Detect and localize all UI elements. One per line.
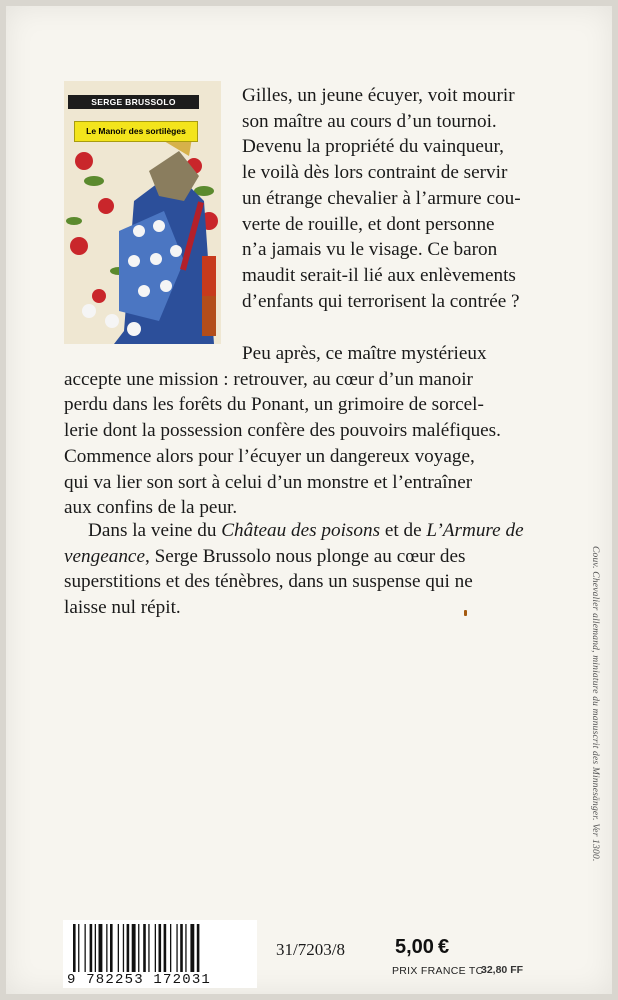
blurb-line: Peu après, ce maître mystérieux — [242, 343, 487, 364]
barcode-bar — [176, 924, 177, 972]
barcode-bar — [170, 924, 171, 972]
barcode-bar — [110, 924, 113, 972]
print-speck — [464, 610, 467, 616]
blurb-line: le voilà dès lors contraint de servir — [242, 162, 508, 184]
euro-symbol: € — [437, 936, 450, 958]
blurb-line: son maître au cours d’un tournoi. — [242, 110, 497, 132]
blurb-line: verte de rouille, et dont personne — [242, 213, 495, 235]
blurb-line: lerie dont la possession confère des pouvoirs maléfiques. — [64, 420, 501, 442]
blurb-line: laisse nul répit. — [64, 597, 181, 619]
barcode-bar — [132, 924, 136, 972]
thumbnail-title: Le Manoir des sortilèges — [74, 121, 198, 142]
blurb-line: accepte une mission : retrouver, au cœur d’un manoir — [64, 368, 473, 390]
price-amount: 5,00 — [395, 936, 434, 958]
blurb-line: Devenu la propriété du vainqueur, — [242, 136, 504, 158]
book-back-cover — [6, 6, 612, 994]
blurb-text: et de — [380, 520, 427, 541]
blurb-line — [64, 544, 576, 570]
blurb-line: Gilles, un jeune écuyer, voit mourir — [242, 85, 515, 106]
barcode-bar — [85, 924, 86, 972]
barcode-bar — [155, 924, 156, 972]
blurb-line: un étrange chevalier à l’armure cou- — [242, 187, 521, 209]
barcode-bar — [185, 924, 186, 972]
blurb-line: d’enfants qui terrorisent la contrée ? — [242, 290, 520, 312]
blurb-paragraph-1 — [242, 83, 576, 314]
blurb-line — [64, 518, 576, 544]
barcode-bar — [180, 924, 183, 972]
barcode-bar — [164, 924, 167, 972]
book-title-armure-cont: vengeance — [64, 545, 145, 567]
barcode-bar — [138, 924, 139, 972]
barcode-bar — [159, 924, 162, 972]
blurb-line: perdu dans les forêts du Ponant, un grimoire de sorcel- — [64, 394, 484, 416]
barcode-bar — [78, 924, 79, 972]
catalog-code: 31/7203/8 — [276, 940, 345, 959]
blurb-text: , Serge Brussolo nous plonge au cœur des — [144, 545, 466, 567]
franc-price: 32,80 FF — [481, 964, 524, 976]
barcode-bar — [123, 924, 124, 972]
blurb-line: superstitions et des ténèbres, dans un suspense qui ne — [64, 571, 473, 593]
blurb-line: n’a jamais vu le visage. Ce baron — [242, 239, 498, 261]
blurb-line: maudit serait-il lié aux enlèvements — [242, 264, 516, 286]
barcode-bar — [95, 924, 96, 972]
blurb-line: Commence alors pour l’écuyer un dangereux voyage, — [64, 445, 475, 467]
thumbnail-author: SERGE BRUSSOLO — [68, 95, 199, 109]
blurb-paragraph-3 — [64, 518, 576, 621]
barcode-bar — [99, 924, 103, 972]
barcode-bar — [148, 924, 149, 972]
barcode-bars — [73, 924, 249, 972]
barcode-bar — [127, 924, 130, 972]
barcode-bar — [90, 924, 93, 972]
price-label: PRIX FRANCE TC — [392, 965, 484, 977]
blurb-paragraph-2 — [64, 341, 576, 521]
barcode-bar — [197, 924, 200, 972]
blurb-text: Dans la veine du — [88, 520, 222, 541]
blurb-line: aux confins de la peur. — [64, 497, 238, 519]
barcode-bar — [143, 924, 146, 972]
blurb-line: qui va lier son sort à celui d’un monstre et l’entraîner — [64, 471, 473, 493]
price — [395, 936, 449, 959]
isbn-number: 9 782253 172031 — [67, 972, 212, 988]
cover-credit: Couv. Chevalier allemand, miniature du manuscrit des Minnesänger. Ver 1300. — [590, 546, 600, 862]
barcode-bar — [73, 924, 76, 972]
book-title-armure: L’Armure de — [426, 520, 524, 541]
barcode-bar — [118, 924, 119, 972]
cover-thumbnail — [64, 81, 221, 344]
barcode-bar — [190, 924, 194, 972]
barcode — [63, 920, 257, 988]
book-title-chateau: Château des poisons — [221, 520, 381, 541]
barcode-bar — [106, 924, 107, 972]
